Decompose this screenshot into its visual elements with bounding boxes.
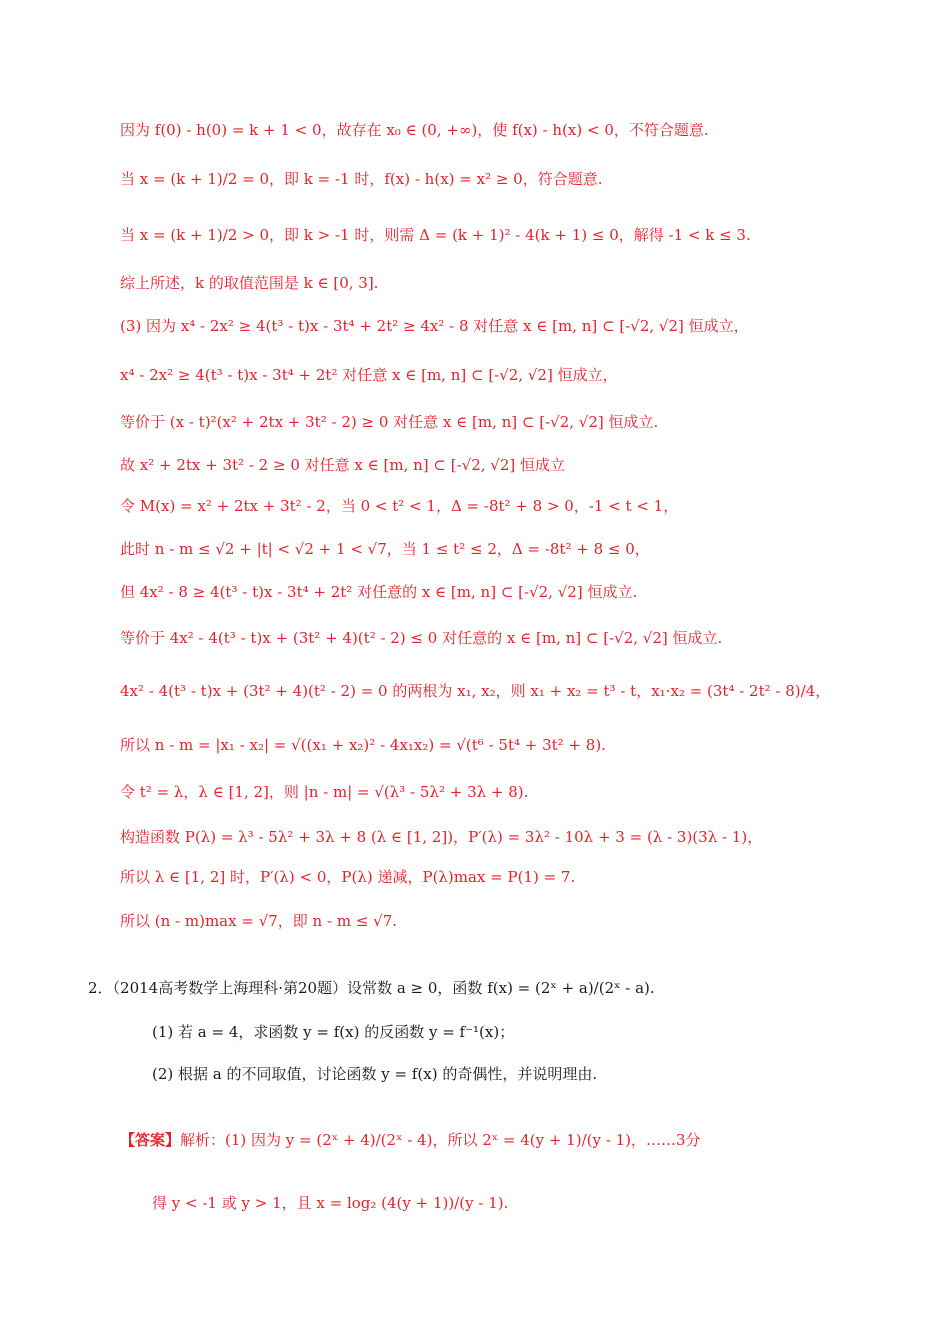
solution-line: 令 t² = λ，λ ∈ [1, 2]，则 |n - m| = √(λ³ - 5λ² + 3λ + 8).: [120, 783, 529, 801]
solution-line: 但 4x² - 8 ≥ 4(t³ - t)x - 3t⁴ + 2t² 对任意的 x ∈ [m, n] ⊂ [-√2, √2] 恒成立.: [120, 583, 638, 601]
solution-line: 所以 n - m = |x₁ - x₂| = √((x₁ + x₂)² - 4x₁x₂) = √(t⁶ - 5t⁴ + 3t² + 8).: [120, 736, 606, 754]
solution-line: 当 x = (k + 1)/2 = 0，即 k = -1 时，f(x) - h(x) = x² ≥ 0，符合题意.: [120, 170, 603, 188]
solution-line: 所以 λ ∈ [1, 2] 时，P′(λ) < 0，P(λ) 递减，P(λ)max = P(1) = 7.: [120, 868, 576, 886]
solution-line: 构造函数 P(λ) = λ³ - 5λ² + 3λ + 8 (λ ∈ [1, 2])，P′(λ) = 3λ² - 10λ + 3 = (λ - 3)(3λ - 1)，: [120, 828, 763, 846]
problem-part-1: (1) 若 a = 4，求函数 y = f(x) 的反函数 y = f⁻¹(x)；: [152, 1023, 515, 1041]
answer-text: 解析：(1) 因为 y = (2ˣ + 4)/(2ˣ - 4)，所以 2ˣ = 4(y + 1)/(y - 1)，……3分: [180, 1131, 701, 1149]
solution-line: x⁴ - 2x² ≥ 4(t³ - t)x - 3t⁴ + 2t² 对任意 x ∈ [m, n] ⊂ [-√2, √2] 恒成立，: [120, 366, 618, 384]
solution-line: 综上所述，k 的取值范围是 k ∈ [0, 3].: [120, 274, 379, 292]
problem-statement: 2．（2014高考数学上海理科·第20题）设常数 a ≥ 0，函数 f(x) = (2ˣ + a)/(2ˣ - a).: [88, 979, 655, 997]
solution-line: 等价于 4x² - 4(t³ - t)x + (3t² + 4)(t² - 2) ≤ 0 对任意的 x ∈ [m, n] ⊂ [-√2, √2] 恒成立.: [120, 629, 723, 647]
answer-line-1: [120, 1129, 701, 1151]
answer-line-2: 得 y < -1 或 y > 1，且 x = log₂ (4(y + 1))/(y - 1).: [152, 1194, 509, 1212]
solution-line: 因为 f(0) - h(0) = k + 1 < 0，故存在 x₀ ∈ (0, +∞)，使 f(x) - h(x) < 0，不符合题意.: [120, 121, 709, 139]
solution-line: 令 M(x) = x² + 2tx + 3t² - 2，当 0 < t² < 1，Δ = -8t² + 8 > 0，-1 < t < 1，: [120, 497, 679, 515]
solution-line: 当 x = (k + 1)/2 > 0，即 k > -1 时，则需 Δ = (k + 1)² - 4(k + 1) ≤ 0，解得 -1 < k ≤ 3.: [120, 226, 751, 244]
problem-part-2: (2) 根据 a 的不同取值，讨论函数 y = f(x) 的奇偶性，并说明理由.: [152, 1065, 598, 1083]
solution-line: 故 x² + 2tx + 3t² - 2 ≥ 0 对任意 x ∈ [m, n] ⊂ [-√2, √2] 恒成立: [120, 456, 566, 474]
answer-tag: 【答案】: [120, 1131, 181, 1149]
solution-line: 此时 n - m ≤ √2 + |t| < √2 + 1 < √7，当 1 ≤ t² ≤ 2，Δ = -8t² + 8 ≤ 0，: [120, 540, 650, 558]
solution-line: 4x² - 4(t³ - t)x + (3t² + 4)(t² - 2) = 0 的两根为 x₁, x₂，则 x₁ + x₂ = t³ - t，x₁·x₂ = (3t⁴ - 2t² - 8)/4，: [120, 682, 831, 700]
solution-line: 等价于 (x - t)²(x² + 2tx + 3t² - 2) ≥ 0 对任意 x ∈ [m, n] ⊂ [-√2, √2] 恒成立.: [120, 413, 659, 431]
solution-line: (3) 因为 x⁴ - 2x² ≥ 4(t³ - t)x - 3t⁴ + 2t² ≥ 4x² - 8 对任意 x ∈ [m, n] ⊂ [-√2, √2] 恒成立，: [120, 317, 749, 335]
solution-line: 所以 (n - m)max = √7，即 n - m ≤ √7.: [120, 912, 398, 930]
